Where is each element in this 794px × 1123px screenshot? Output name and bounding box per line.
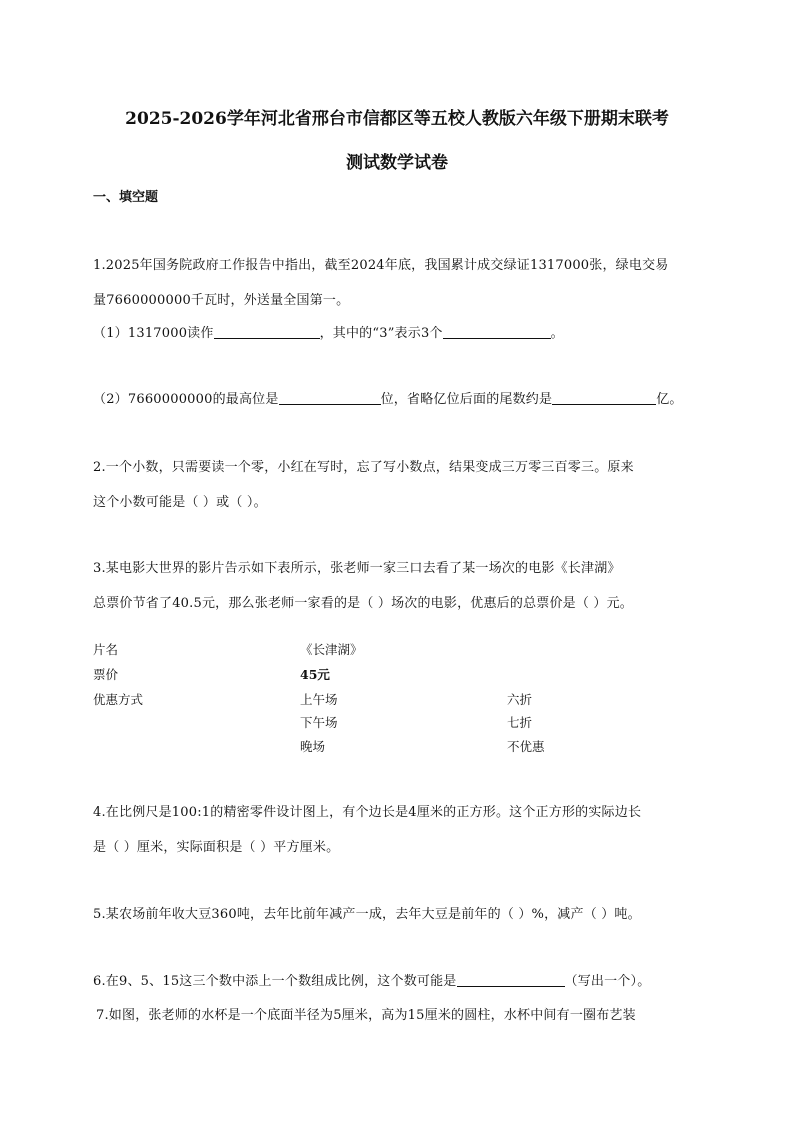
question-6-text-b: （写出一个）。 xyxy=(564,974,651,989)
question-1-sub-2 xyxy=(93,388,683,407)
question-7-line-1: 7.如图，张老师的水杯是一个底面半径为5厘米，高为15厘米的圆柱，水杯中间有一圈布艺装 xyxy=(96,1008,636,1023)
answer-blank[interactable] xyxy=(552,390,656,405)
table-label-discount: 优惠方式 xyxy=(93,692,144,707)
table-value-price: 45元 xyxy=(300,667,330,682)
question-3-line-1: 3.某电影大世界的影片告示如下表所示，张老师一家三口去看了某一场次的电影《长津湖》 xyxy=(93,561,621,576)
table-label-name: 片名 xyxy=(93,642,119,657)
answer-blank[interactable] xyxy=(443,324,551,339)
title-line-1: 2025-2026学年河北省邢台市信都区等五校人教版六年级下册期末联考 xyxy=(125,109,669,129)
question-1-line-1: 1.2025年国务院政府工作报告中指出，截至2024年底，我国累计成交绿证1317000张，绿电交易 xyxy=(93,258,669,273)
question-1-sub-1-text-a: （1）1317000读作 xyxy=(93,326,214,341)
question-1-sub-2-text-b: 位，省略亿位后面的尾数约是 xyxy=(380,392,553,407)
question-3-line-2: 总票价节省了40.5元，那么张老师一家看的是（ ）场次的电影，优惠后的总票价是（ ）元。 xyxy=(93,596,634,611)
table-label-price: 票价 xyxy=(93,667,119,682)
question-1-line-2: 量7660000000千瓦时，外送量全国第一。 xyxy=(93,293,350,308)
answer-blank[interactable] xyxy=(214,324,320,339)
table-row-session: 晚场 xyxy=(300,739,326,754)
question-2-line-2: 这个小数可能是（ ）或（ ）。 xyxy=(93,495,267,510)
question-1-sub-1-text-b: ，其中的“3”表示3个 xyxy=(319,326,443,341)
question-1-sub-1 xyxy=(93,322,564,341)
table-row-discount: 六折 xyxy=(507,692,533,707)
question-1-sub-2-text-a: （2）7660000000的最高位是 xyxy=(93,392,279,407)
question-1-sub-1-text-c: 。 xyxy=(550,326,564,341)
answer-blank[interactable] xyxy=(457,972,565,987)
table-row-session: 上午场 xyxy=(300,692,338,707)
title-line-2: 测试数学试卷 xyxy=(346,153,448,173)
table-value-name: 《长津湖》 xyxy=(300,642,363,657)
question-4-line-2: 是（ ）厘米，实际面积是（ ）平方厘米。 xyxy=(93,840,340,855)
question-2-line-1: 2.一个小数，只需要读一个零，小红在写时，忘了写小数点，结果变成三万零三百零三。原来 xyxy=(93,460,634,475)
table-row-session: 下午场 xyxy=(300,715,338,730)
answer-blank[interactable] xyxy=(279,390,381,405)
question-5-line-1: 5.某农场前年收大豆360吨，去年比前年减产一成，去年大豆是前年的（ ）%，减产（ ）吨。 xyxy=(93,907,641,922)
section-heading: 一、填空题 xyxy=(93,190,159,205)
question-6-text-a: 6.在9、5、15这三个数中添上一个数组成比例，这个数可能是 xyxy=(93,974,457,989)
question-4-line-1: 4.在比例尺是100:1的精密零件设计图上，有个边长是4厘米的正方形。这个正方形的实际边长 xyxy=(93,805,642,820)
table-row-discount: 不优惠 xyxy=(507,739,545,754)
question-1-sub-2-text-c: 亿。 xyxy=(656,392,683,407)
table-row-discount: 七折 xyxy=(507,715,533,730)
question-6-line-1 xyxy=(93,970,650,989)
